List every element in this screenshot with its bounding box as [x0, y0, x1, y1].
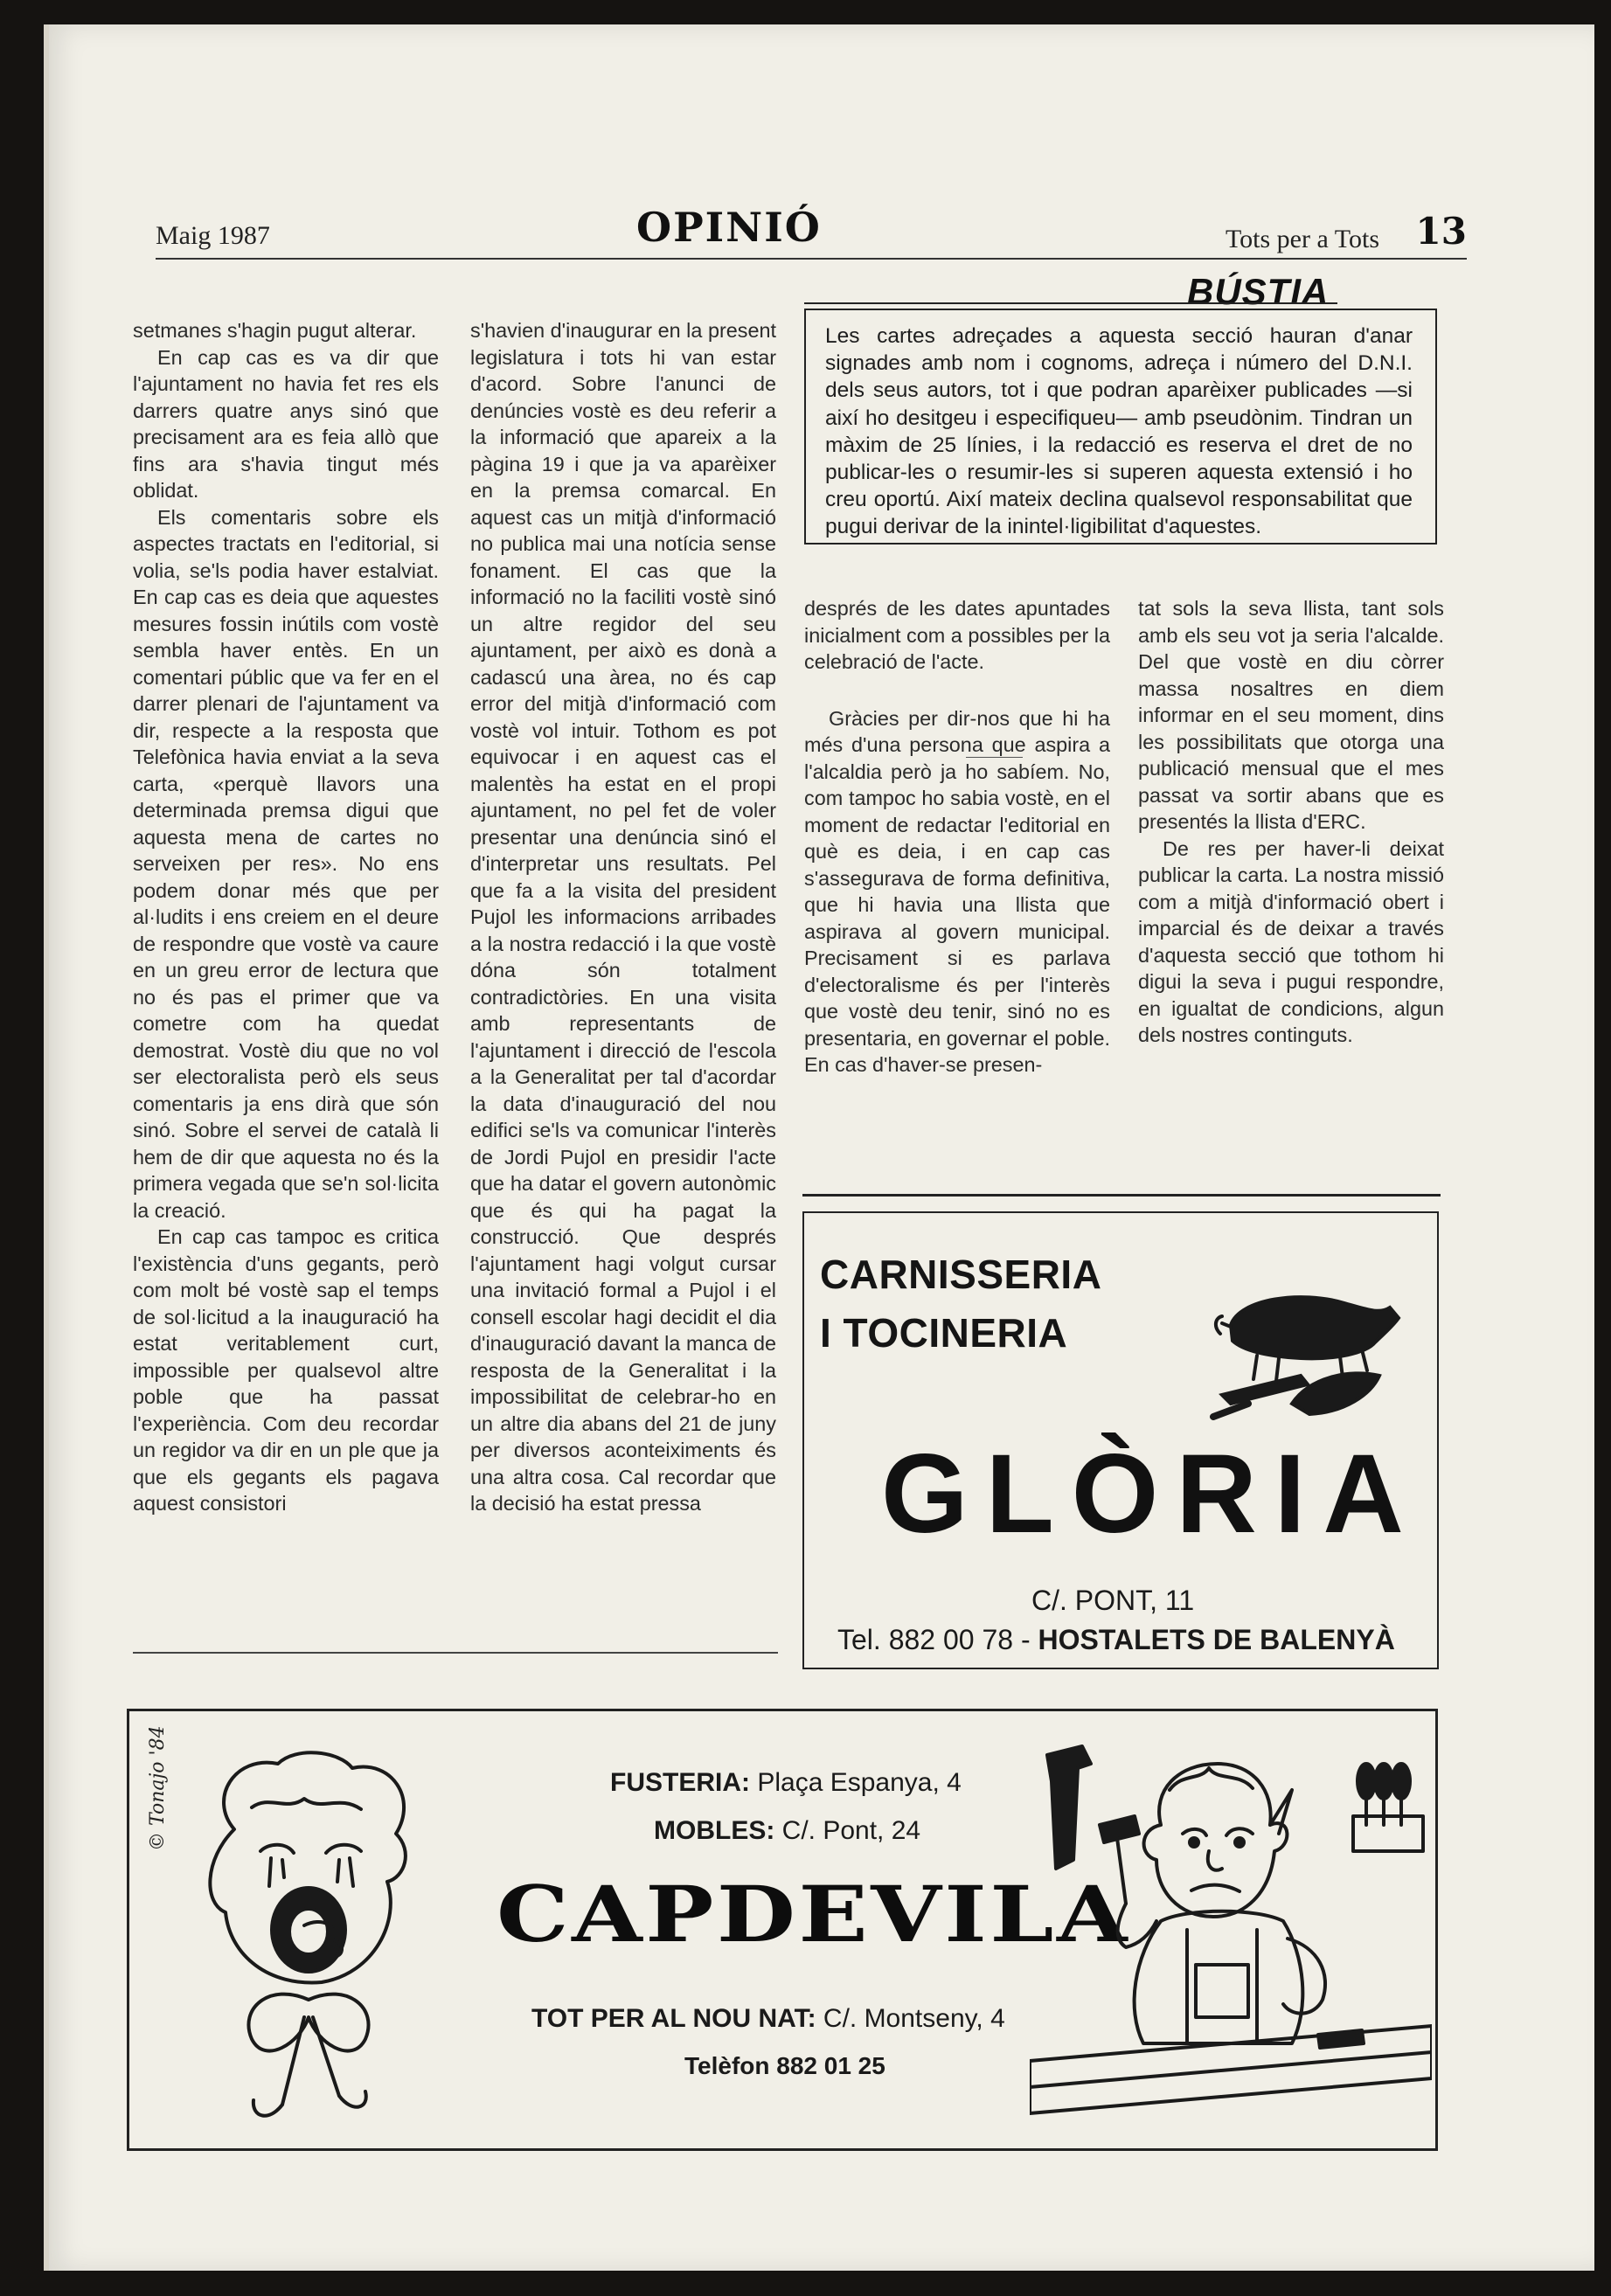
- fusteria-address: Plaça Espanya, 4: [750, 1768, 962, 1797]
- bustia-notice-text: Les cartes adreçades a aquesta secció hauran d'anar signades amb nom i cognoms, adreça i número del D.N.I. dels seus autors, tot i que podran aparèixer publicades —si així ho desitgeu i especifiqueu— amb pseudònim. Tindran un màxim de 25 línies, i la redacció es reserva el dret de no publicar-les o resumir-les si superen aquesta extensió i ho creu oportú. Així mateix declina qualsevol responsabilitat que pugui derivar de la inintel·ligibilitat d'aquestes.: [825, 324, 1413, 539]
- fusteria-label: FUSTERIA:: [610, 1768, 750, 1797]
- paragraph: Gràcies per dir-nos que hi ha més d'una persona que aspira a l'alcaldia però ja ho sabíem. No, com tampoc ho sabia vostè, en el moment de redactar l'editorial en què es deia, i en cap cas s'assegurava de forma definitiva, que hi havia una llista que aspirava al govern municipal. Precisament si es parlava d'electoralisme és per l'interès que vostè deu tenir, sinó no es presentaria, en governar el poble. En cas d'haver-se presen-: [804, 706, 1110, 1076]
- mobles-label: MOBLES:: [654, 1816, 775, 1845]
- mobles-line: [654, 1816, 920, 1846]
- paragraph: tat sols la seva llista, tant sols amb els seu vot ja seria l'alcalde. Del que vostè en diu còrrer massa nosaltres en diem informar en el seu moment, dins les possibilitats que otorga una publicació mensual que el mes passat va sortir abans que es presentés la llista d'ERC.: [1138, 597, 1444, 833]
- bustia-notice-box: [804, 309, 1437, 545]
- paragraph: De res per haver-li deixat publicar la carta. La nostra missió com a mitjà d'informació obert i imparcial és de deixar a través d'aquesta secció que tothom hi digui la seva i pugui respondre, en igualtat de condicions, algun dels nostres continguts.: [1138, 836, 1444, 1046]
- business-phone: Telèfon 882 01 25: [684, 2052, 885, 2079]
- town-name: HOSTALETS DE BALENYÀ: [1038, 1624, 1395, 1655]
- artist-signature: © Tonajo '84: [147, 1725, 169, 1851]
- phone-number: Tel. 882 00 78 -: [837, 1624, 1038, 1655]
- article-end-rule: [133, 1652, 778, 1654]
- paragraph: setmanes s'hagin pugut alterar.: [133, 319, 417, 342]
- nounat-line: [531, 2004, 1005, 2034]
- business-name: CAPDEVILA: [496, 1869, 1131, 1960]
- ad-line-carnisseria: CARNISSERIA: [820, 1252, 1102, 1297]
- section-title: OPINIÓ: [636, 204, 822, 251]
- ad-line-tocineria: I TOCINERIA: [820, 1310, 1068, 1356]
- shop-address: C/. PONT, 11: [1031, 1585, 1195, 1616]
- article-column-3: [804, 595, 1110, 1079]
- pig-and-knives-icon: [1196, 1273, 1414, 1439]
- article-column-4: [1138, 595, 1444, 1049]
- page-spine: [44, 24, 49, 2271]
- column-divider: [966, 757, 1023, 758]
- crying-baby-icon: [199, 1746, 427, 2131]
- paragraph: s'havien d'inaugurar en la present legislatura i tots hi van estar d'acord. Sobre l'anunci de denúncies vostè es deu referir a la informació que apareix a la pàgina 19 i que ja va aparèixer en la premsa comarcal. En aquest cas un mitjà d'informació no publica mai una notícia sense fonament. El cas que la informació no la faciliti vostè sinó un altre regidor del seu ajuntament, per això es donà a cadascú una àrea, no és cap error del mitjà d'informació com vostè vol intuir. Tothom es pot equivocar i en aquest cas el malentès ha estat en el propi ajuntament, no pel fet de voler presentar una denúncia sinó el d'interpretar uns resultats. Pel que fa a la visita del president Pujol les informacions arribades a la nostra redacció i la que vostè dóna són totalment contradictòries. En una visita amb representants de l'ajuntament i direcció de l'escola a la Generalitat per tal d'acordar la data d'inauguració del nou edifici se'ls va comunicar l'interès de Jordi Pujol en presidir l'acte que ha datar el govern autonòmic que és qui ha pagat la construcció. Que després l'ajuntament hagi volgut cursar una invitació formal a Pujol i el consell escolar hagi decidit el dia d'inauguració davant la manca de resposta de la Generalitat i la impossibilitat de celebrar-ho en un altre dia abans del 21 de juny per diversos aconteiximents és una altra cosa. Cal recordar que la decisió ha estat pressa: [470, 319, 776, 1515]
- article-column-1: [133, 317, 439, 1517]
- shop-name: GLÒRIA: [881, 1432, 1421, 1557]
- bustia-heading: BÚSTIA: [1187, 271, 1330, 312]
- issue-date: Maig 1987: [156, 221, 270, 250]
- paragraph: En cap cas es va dir que l'ajuntament no havia fet res els darrers quatre anys sinó que precisament ara es feia allò que fins ara s'havia tingut més oblidat.: [133, 345, 439, 502]
- shop-phone: [837, 1624, 1395, 1656]
- newspaper-page: [44, 24, 1594, 2271]
- fusteria-line: [610, 1768, 962, 1798]
- nounat-label: TOT PER AL NOU NAT:: [531, 2004, 816, 2033]
- page-header: [156, 186, 1467, 260]
- ad-top-rule: [802, 1194, 1441, 1197]
- mobles-address: C/. Pont, 24: [774, 1816, 921, 1845]
- paragraph: En cap cas tampoc es critica l'existència d'uns gegants, però com molt bé vostè sap el temps de sol·licitud a la inauguració ha estat veritablement curt, impossible per qualsevol altre poble que ha passat l'experiència. Com deu recordar un regidor va dir en un ple que ja que els gegants els pagava aquest consistori: [133, 1225, 439, 1515]
- page-number: 13: [1415, 210, 1467, 253]
- capdevila-ad: [127, 1709, 1438, 2151]
- carnisseria-ad: [802, 1194, 1441, 1669]
- article-column-2: [470, 317, 776, 1517]
- publication-name: Tots per a Tots: [1225, 225, 1379, 253]
- bustia-rule: [804, 302, 1337, 304]
- nounat-address: C/. Montseny, 4: [816, 2004, 1005, 2033]
- paragraph: Els comentaris sobre els aspectes tractats en l'editorial, si volia, se'ls podia haver estalviat. En cap cas es deia que aquestes mesures fossin inútils com vostè sembla haver entès. En un comentari públic que va fer en el darrer plenari de l'ajuntament va dir, respecte a la resposta que Telefònica havia enviat a la seva carta, «perquè llavors una determinada premsa digui que aquesta mena de cartes no serveixen per res». No ens podem donar més que per al·ludits i ens creiem en el deure de respondre que vostè va caure en un greu error de lectura que no és pas el primer que va cometre com ha quedat demostrat. Vostè diu que no vol ser electoralista però els seus comentaris ja ens dirà que són sinó. Sobre el servei de català li hem de dir que aquesta no és la primera vegada que se'n sol·licita la creació.: [133, 505, 439, 1222]
- carpenter-icon: [1030, 1729, 1432, 2140]
- paragraph: després de les dates apuntades inicialment com a possibles per la celebració de l'acte.: [804, 597, 1110, 673]
